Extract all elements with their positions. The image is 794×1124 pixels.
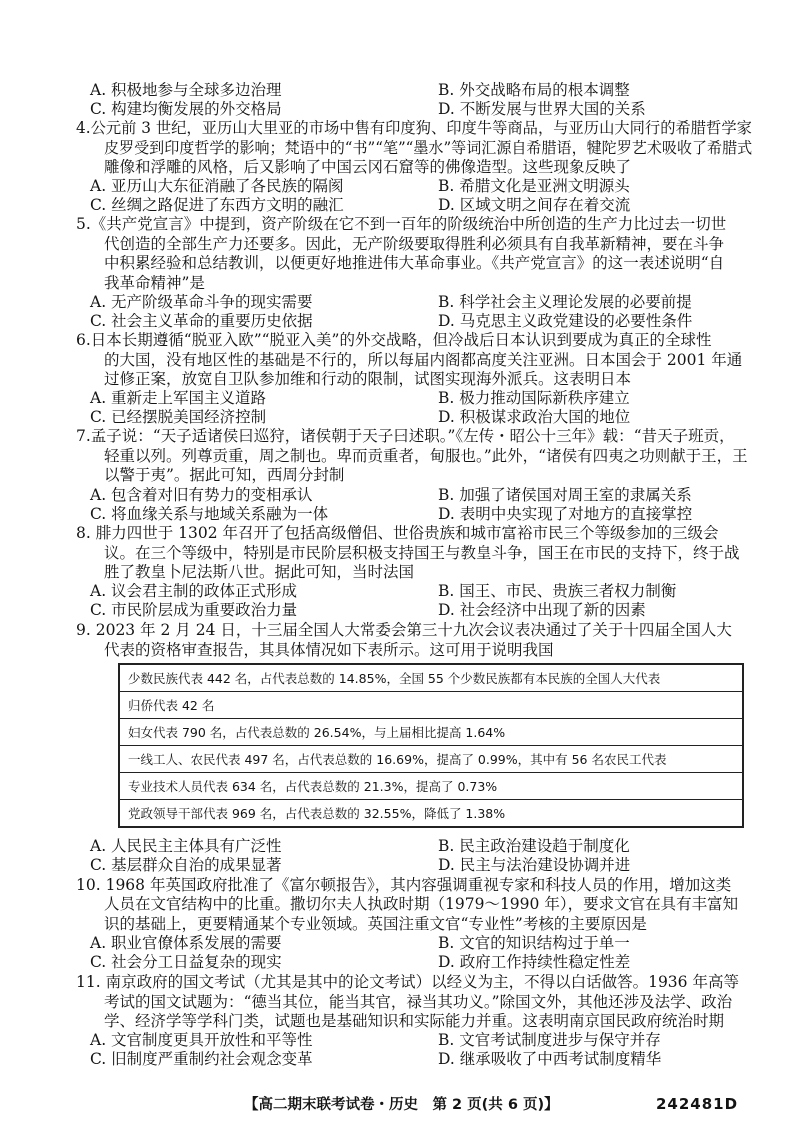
table-cell: 专业技术人员代表 634 名，占代表总数的 21.3%，提高了 0.73% — [128, 779, 498, 794]
q10-option-c: C. 社会分工日益复杂的现实 — [90, 953, 282, 971]
table-row — [120, 692, 742, 719]
q6-stem-line-3: 过修正案，放宽自卫队参加维和行动的限制，试图实现海外派兵。这表明日本 — [104, 370, 632, 388]
q10-option-b: B. 文官的知识结构过于单一 — [438, 934, 630, 952]
q11-stem-line-3: 学、经济学等学科门类，试题也是基础知识和实际能力并重。这表明南京国民政府统治时期 — [104, 1012, 725, 1030]
q9-option-a: A. 人民民主主体具有广泛性 — [90, 837, 282, 855]
q4-option-a: A. 亚历山大东征消融了各民族的隔阂 — [90, 177, 344, 195]
q5-stem-line-2: 代创造的全部生产力还要多。因此，无产阶级要取得胜利必须具有自我革新精神，要在斗争 — [104, 235, 725, 253]
q3-option-b: B. 外交战略布局的根本调整 — [438, 81, 630, 99]
q7-option-b: B. 加强了诸侯国对周王室的隶属关系 — [438, 486, 692, 504]
q11-option-d: D. 继承吸收了中西考试制度精华 — [438, 1050, 662, 1068]
q4-stem-line-3: 雕像和浮雕的风格，后又影响了中国云冈石窟等的佛像造型。这些现象反映了 — [104, 158, 632, 176]
q7-stem-line-1: 7.孟子说：“天子适诸侯曰巡狩，诸侯朝于天子曰述职。”《左传・昭公十三年》载：“昔天子班贡， — [76, 427, 735, 445]
q5-stem-line-1: 5.《共产党宣言》中提到，资产阶级在它不到一百年的阶级统治中所创造的生产力比过去一切世 — [76, 215, 727, 233]
q3-option-d: D. 不断发展与世界大国的关系 — [438, 100, 646, 118]
q8-stem-line-3: 胜了教皇卜尼法斯八世。据此可知，当时法国 — [104, 563, 415, 581]
q11-stem-line-2: 考试的国文试题为：“德当其位，能当其官，禄当其功义。”除国文外，其他还涉及法学、政治 — [104, 993, 733, 1011]
q5-option-d: D. 马克思主义政党建设的必要性条件 — [438, 312, 693, 330]
q10-option-a: A. 职业官僚体系发展的需要 — [90, 934, 282, 952]
table-row — [120, 746, 742, 773]
q3-option-a: A. 积极地参与全球多边治理 — [90, 81, 282, 99]
q6-option-c: C. 已经摆脱美国经济控制 — [90, 408, 267, 426]
q7-stem-line-3: 以警于夷”。据此可知，西周分封制 — [104, 466, 345, 484]
q5-stem-line-4: 我革命精神”是 — [104, 274, 205, 292]
q8-option-b: B. 国王、市民、贵族三者权力制衡 — [438, 582, 677, 600]
q5-option-b: B. 科学社会主义理论发展的必要前提 — [438, 293, 692, 311]
table-cell: 归侨代表 42 名 — [128, 698, 215, 713]
q8-option-a: A. 议会君主制的政体正式形成 — [90, 582, 298, 600]
q9-stem-line-2: 代表的资格审查报告，其具体情况如下表所示。这可用于说明我国 — [104, 641, 554, 659]
q8-option-c: C. 市民阶层成为重要政治力量 — [90, 601, 298, 619]
q4-option-b: B. 希腊文化是亚洲文明源头 — [438, 177, 630, 195]
delegate-statistics-table — [118, 663, 744, 828]
table-cell: 一线工人、农民代表 497 名，占代表总数的 16.69%，提高了 0.99%，其中有 56 名农民工代表 — [128, 752, 667, 767]
q5-option-a: A. 无产阶级革命斗争的现实需要 — [90, 293, 313, 311]
q8-option-d: D. 社会经济中出现了新的因素 — [438, 601, 646, 619]
q3-option-c: C. 构建均衡发展的外交格局 — [90, 100, 282, 118]
q4-stem-line-2: 皮罗受到印度哲学的影响；梵语中的“书”“笔”“墨水”等词汇源自希腊语，犍陀罗艺术吸收了希腊式 — [104, 139, 753, 157]
q4-option-d: D. 区域文明之间存在着交流 — [438, 196, 631, 214]
q9-option-d: D. 民主与法治建设协调并进 — [438, 856, 631, 874]
table-row — [120, 800, 742, 826]
q11-option-b: B. 文官考试制度进步与保守并存 — [438, 1031, 661, 1049]
q9-option-b: B. 民主政治建设趋于制度化 — [438, 837, 630, 855]
q6-option-d: D. 积极谋求政治大国的地位 — [438, 408, 631, 426]
q7-option-a: A. 包含着对旧有势力的变相承认 — [90, 486, 313, 504]
q8-stem-line-2: 议。在三个等级中，特别是市民阶层积极支持国王与教皇斗争，国王在市民的支持下，终于战 — [104, 544, 740, 562]
page-footer-title: 【高二期末联考试卷・历史 第 2 页(共 6 页)】 — [244, 1097, 559, 1113]
table-cell: 少数民族代表 442 名，占代表总数的 14.85%，全国 55 个少数民族都有本民族的全国人大代表 — [128, 671, 661, 686]
q10-stem-line-3: 识的基础上，更要精通某个专业领域。英国注重文官“专业性”考核的主要原因是 — [104, 915, 647, 933]
q6-option-a: A. 重新走上军国主义道路 — [90, 389, 267, 407]
table-row — [120, 773, 742, 800]
q10-stem-line-1: 10. 1968 年英国政府批准了《富尔顿报告》，其内容强调重视专家和科技人员的作用，增加这类 — [76, 876, 732, 894]
table-row — [120, 719, 742, 746]
q5-option-c: C. 社会主义革命的重要历史依据 — [90, 312, 313, 330]
table-row — [120, 665, 742, 692]
q6-option-b: B. 极力推动国际新秩序建立 — [438, 389, 630, 407]
q11-stem-line-1: 11. 南京政府的国文考试（尤其是其中的论文考试）以经义为主，不得以白话做答。1936 年高等 — [76, 973, 739, 991]
q11-option-c: C. 旧制度严重制约社会观念变革 — [90, 1050, 313, 1068]
q8-stem-line-1: 8. 腓力四世于 1302 年召开了包括高级僧侣、世俗贵族和城市富裕市民三个等级参加的三级会 — [76, 524, 719, 542]
q7-option-c: C. 将血缘关系与地域关系融为一体 — [90, 505, 329, 523]
q7-option-d: D. 表明中央实现了对地方的直接掌控 — [438, 505, 693, 523]
paper-code: 242481D — [656, 1095, 739, 1113]
q4-stem-line-1: 4.公元前 3 世纪，亚历山大里亚的市场中售有印度狗、印度牛等商品，与亚历山大同行的希腊哲学家 — [76, 119, 752, 137]
q7-stem-line-2: 轻重以列。列尊贡重，周之制也。卑而贡重者，甸服也。”此外，“诸侯有四夷之功则献于王，王 — [104, 447, 748, 465]
q6-stem-line-2: 的大国，没有地区性的基础是不行的，所以每届内阁都高度关注亚洲。日本国会于 2001 年通 — [104, 351, 743, 369]
q9-option-c: C. 基层群众自治的成果显著 — [90, 856, 282, 874]
q6-stem-line-1: 6.日本长期遵循“脱亚入欧”“脱亚入美”的外交战略，但冷战后日本认识到要成为真正的全球性 — [76, 331, 712, 349]
q4-option-c: C. 丝绸之路促进了东西方文明的融汇 — [90, 196, 344, 214]
q10-stem-line-2: 人员在文官结构中的比重。撒切尔夫人执政时期（1979～1990 年），要求文官在具有丰富知 — [104, 895, 739, 913]
table-cell: 党政领导干部代表 969 名，占代表总数的 32.55%，降低了 1.38% — [128, 806, 506, 821]
q11-option-a: A. 文官制度更具开放性和平等性 — [90, 1031, 313, 1049]
q10-option-d: D. 政府工作持续性稳定性差 — [438, 953, 631, 971]
table-cell: 妇女代表 790 名，占代表总数的 26.54%，与上届相比提高 1.64% — [128, 725, 506, 740]
q9-stem-line-1: 9. 2023 年 2 月 24 日，十三届全国人大常委会第三十九次会议表决通过了关于十四届全国人大 — [76, 621, 732, 639]
q5-stem-line-3: 中积累经验和总结教训，以便更好地推进伟大革命事业。《共产党宣言》的这一表述说明“自 — [104, 254, 725, 272]
